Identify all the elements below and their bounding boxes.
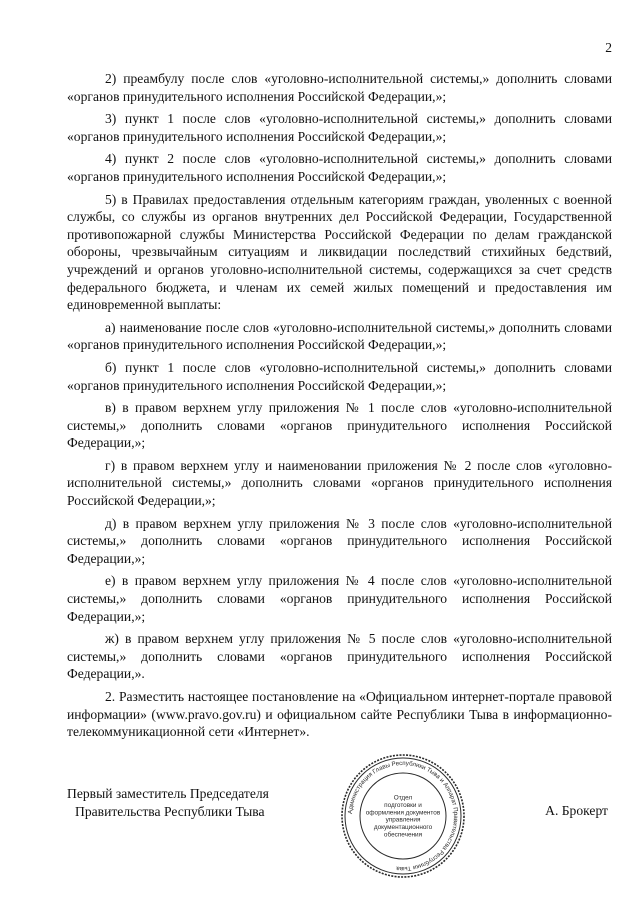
stamp-center-line: оформления документов (365, 809, 441, 817)
stamp-center-line: управления (385, 816, 421, 824)
page-number: 2 (605, 40, 612, 55)
official-stamp (339, 752, 467, 880)
paragraph: 2. Разместить настоящее постановление на «Официальном интернет-портале правовой информации» (www.pravo.gov.ru) и официальном сайте Республики Тыва в информационно-телекоммуникационной сети «Интернет». (67, 689, 612, 740)
paragraph: г) в правом верхнем углу и наименовании приложения № 2 после слов «уголовно-исполнительной системы,» дополнить словами «органов принудительного исполнения Российской Федерации,»; (67, 457, 612, 509)
document-body (67, 70, 612, 746)
paragraph: 4) пункт 2 после слов «уголовно-исполнительной системы,» дополнить словами «органов принудительного исполнения Российской Федерации,»; (67, 151, 612, 184)
stamp-center-line: Отдел (393, 794, 413, 802)
signatory-title-line: Первый заместитель Председателя (67, 786, 269, 801)
signatory-title (67, 785, 269, 820)
paragraph: б) пункт 1 после слов «уголовно-исполнительной системы,» дополнить словами «органов принудительного исполнения Российской Федерации,»; (67, 359, 612, 393)
signatory-title-line: Правительства Республики Тыва (75, 803, 265, 819)
paragraph: 5) в Правилах предоставления отдельным категориям граждан, уволенных с военной службы, со службы из органов внутренних дел Российской Федерации, Государственной противопожарной службы Министерства Российской Федерации по делам гражданской обороны, чрезвычайным ситуациям и ликвидации последствий стихийных бедствий, учреждений и органов уголовно-исполнительной системы, содержащихся за счет средств федерального бюджета, и членам их семей жилых помещений и предоставления им единовременной выплаты: (67, 191, 612, 313)
stamp-seal-icon (339, 752, 467, 880)
paragraph: е) в правом верхнем углу приложения № 4 после слов «уголовно-исполнительной системы,» дополнить словами «органов принудительного исполнения Российской Федерации,»; (67, 573, 612, 624)
paragraph: д) в правом верхнем углу приложения № 3 после слов «уголовно-исполнительной системы,» дополнить словами «органов принудительного исполнения Российской Федерации,»; (67, 515, 612, 566)
stamp-center-line: подготовки и (384, 801, 422, 809)
paragraph: в) в правом верхнем углу приложения № 1 после слов «уголовно-исполнительной системы,» дополнить словами «органов принудительного исполнения Российской Федерации,»; (67, 400, 612, 451)
stamp-center-line: документационного (373, 824, 433, 832)
paragraph: а) наименование после слов «уголовно-исполнительной системы,» дополнить словами «органов принудительного исполнения Российской Федерации,»; (67, 319, 612, 353)
signatory-name: А. Брокерт (545, 803, 608, 818)
stamp-center-line: обеспечения (383, 831, 423, 839)
paragraph: 3) пункт 1 после слов «уголовно-исполнительной системы,» дополнить словами «органов принудительного исполнения Российской Федерации,»; (67, 111, 612, 144)
stamp-ring-text: Администрация Главы Республики Тыва и Аппарат Правительства Республики Тыва (347, 759, 460, 873)
paragraph: ж) в правом верхнем углу приложения № 5 после слов «уголовно-исполнительной системы,» дополнить словами «органов принудительного исполнения Российской Федерации,». (67, 631, 612, 682)
paragraph: 2) преамбулу после слов «уголовно-исполнительной системы,» дополнить словами «органов принудительного исполнения Российской Федерации,»; (67, 71, 612, 104)
